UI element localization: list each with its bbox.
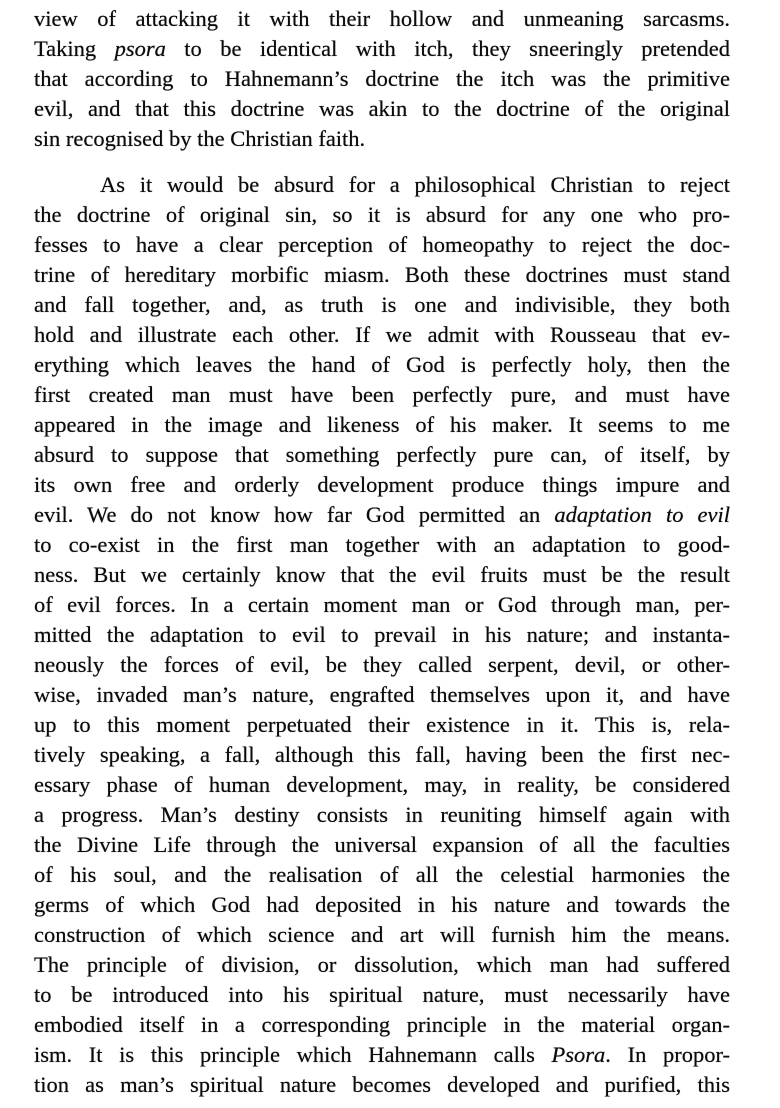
text-run: ism. It is this principle which Hahnemann calls (34, 1042, 552, 1067)
text-line (34, 1010, 730, 1040)
text-line (34, 950, 730, 980)
text-run: mitted the adaptation to evil to prevail in his nature; and instanta- (34, 622, 730, 647)
text-run: and fall together, and, as truth is one and indivisible, they both (34, 292, 730, 317)
text-run: neously the forces of evil, be they called serpent, devil, or other- (34, 652, 730, 677)
text-run: up to this moment perpetuated their existence in it. This is, rela- (34, 712, 730, 737)
text-line (34, 94, 730, 124)
text-run: The principle of division, or dissolution, which man had suffered (34, 952, 730, 977)
text-line (34, 650, 730, 680)
text-run: of evil forces. In a certain moment man or God through man, per- (34, 592, 730, 617)
text-line (34, 320, 730, 350)
text-line (34, 980, 730, 1010)
text-line (34, 290, 730, 320)
text-run: evil. We do not know how far God permitted an (34, 502, 555, 527)
text-line (34, 860, 730, 890)
text-line (34, 530, 730, 560)
text-run: to be identical with itch, they sneeringly pretended (165, 36, 730, 61)
italic-text-run: adaptation to evil (554, 502, 730, 527)
text-run: embodied itself in a corresponding principle in the material organ- (34, 1012, 730, 1037)
text-run: tion as man’s spiritual nature becomes developed and purified, this (34, 1072, 730, 1097)
text-run: As it would be absurd for a philosophical Christian to reject (100, 172, 730, 197)
text-run: its own free and orderly development produce things impure and (34, 472, 730, 497)
text-line (34, 740, 730, 770)
text-line (34, 260, 730, 290)
text-run: construction of which science and art will furnish him the means. (34, 922, 730, 947)
text-line (34, 920, 730, 950)
text-line (34, 770, 730, 800)
text-run: the doctrine of original sin, so it is absurd for any one who pro- (34, 202, 730, 227)
italic-text-run: psora (114, 36, 166, 61)
text-line (34, 710, 730, 740)
text-block (34, 4, 730, 1100)
text-line (34, 830, 730, 860)
text-run: trine of hereditary morbific miasm. Both these doctrines must stand (34, 262, 730, 287)
text-run: the Divine Life through the universal expansion of all the faculties (34, 832, 730, 857)
paragraph (34, 4, 730, 154)
text-line (34, 1040, 730, 1070)
text-line (34, 34, 730, 64)
text-line (34, 800, 730, 830)
text-run: erything which leaves the hand of God is perfectly holy, then the (34, 352, 730, 377)
text-line (34, 4, 730, 34)
text-line (34, 890, 730, 920)
text-line (34, 590, 730, 620)
text-line (34, 560, 730, 590)
text-line (34, 620, 730, 650)
text-run: view of attacking it with their hollow and unmeaning sarcasms. (34, 6, 730, 31)
italic-text-run: Psora (551, 1042, 606, 1067)
text-line (34, 410, 730, 440)
text-run: tively speaking, a fall, although this fall, having been the first nec- (34, 742, 730, 767)
text-line (34, 350, 730, 380)
text-line (34, 380, 730, 410)
text-line (34, 200, 730, 230)
text-run: ness. But we certainly know that the evil fruits must be the result (34, 562, 730, 587)
text-run: wise, invaded man’s nature, engrafted themselves upon it, and have (34, 682, 730, 707)
text-line (34, 440, 730, 470)
text-run: Taking (34, 36, 115, 61)
text-run: hold and illustrate each other. If we admit with Rousseau that ev- (34, 322, 730, 347)
text-run: of his soul, and the realisation of all the celestial harmonies the (34, 862, 730, 887)
text-run: to co-exist in the first man together with an adaptation to good- (34, 532, 730, 557)
text-line (34, 64, 730, 94)
text-run: germs of which God had deposited in his nature and towards the (34, 892, 730, 917)
text-line (34, 470, 730, 500)
text-run: that according to Hahnemann’s doctrine the itch was the primitive (34, 66, 730, 91)
text-run: first created man must have been perfectly pure, and must have (34, 382, 730, 407)
text-run: fesses to have a clear perception of homeopathy to reject the doc- (34, 232, 730, 257)
text-line (34, 230, 730, 260)
text-run: to be introduced into his spiritual nature, must necessarily have (34, 982, 730, 1007)
text-run: absurd to suppose that something perfectly pure can, of itself, by (34, 442, 730, 467)
text-run: essary phase of human development, may, in reality, be considered (34, 772, 730, 797)
text-run: evil, and that this doctrine was akin to the doctrine of the original (34, 96, 730, 121)
paragraph (34, 170, 730, 1100)
text-run: a progress. Man’s destiny consists in reuniting himself again with (34, 802, 730, 827)
text-line (34, 170, 730, 200)
text-line (34, 500, 730, 530)
text-line (34, 680, 730, 710)
text-line (34, 124, 730, 154)
text-run: . In propor- (605, 1042, 730, 1067)
text-run: sin recognised by the Christian faith. (34, 126, 366, 151)
text-line (34, 1070, 730, 1100)
text-run: appeared in the image and likeness of his maker. It seems to me (34, 412, 730, 437)
